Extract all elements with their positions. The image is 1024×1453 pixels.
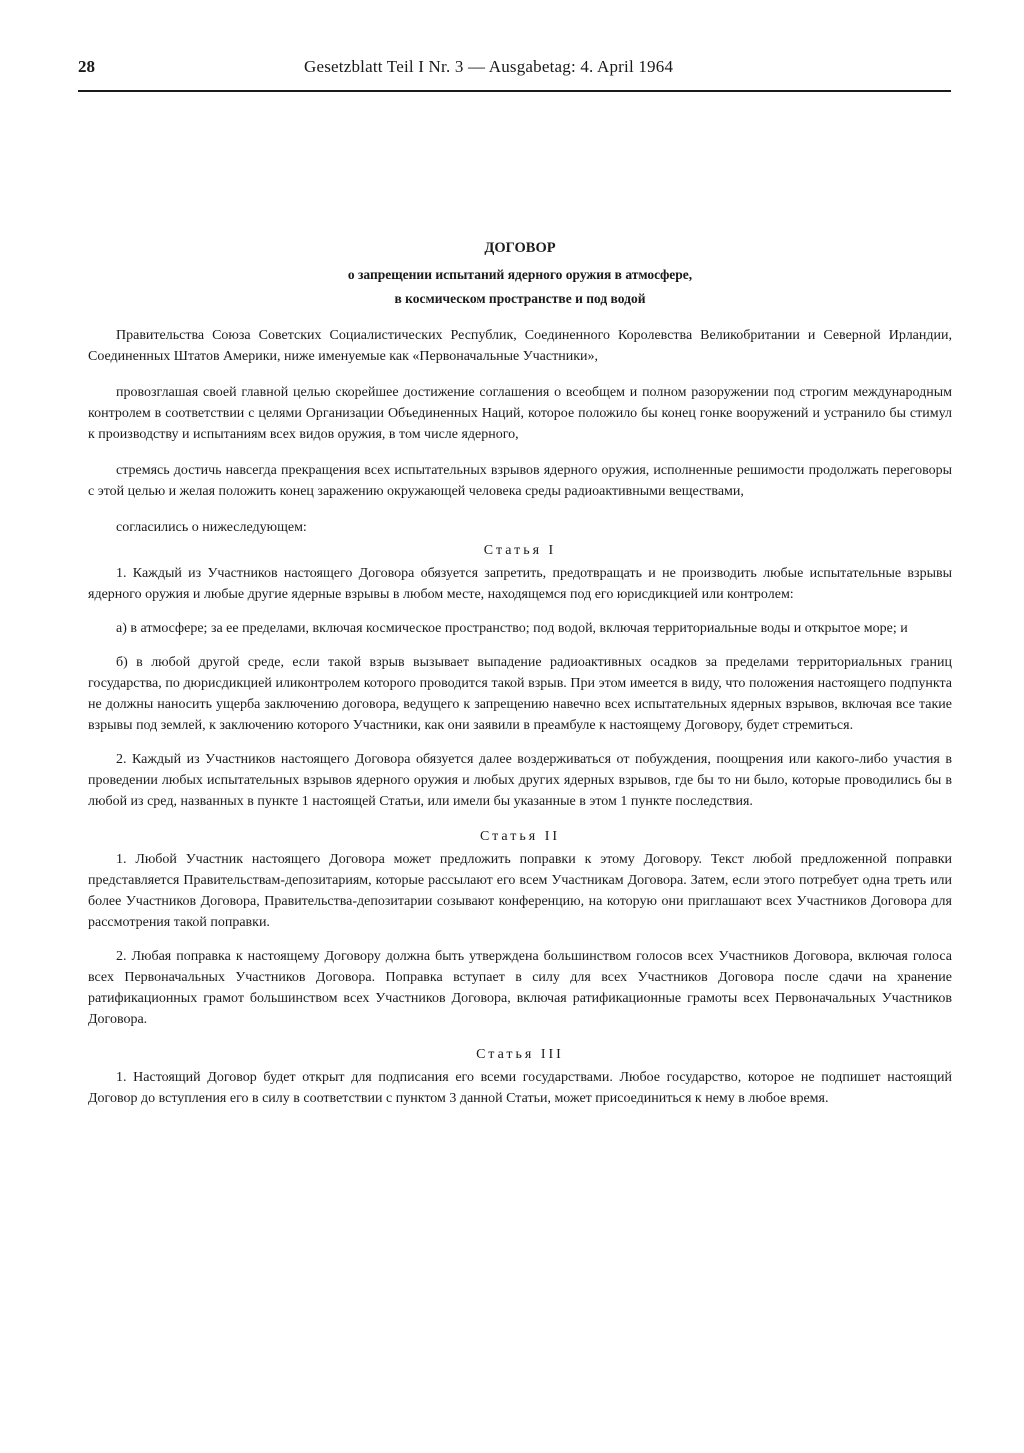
document-body [88, 238, 952, 1109]
article-heading: Статья I [483, 543, 557, 558]
preamble-paragraph: провозглашая своей главной целью скорейшее достижение соглашения о всеобщем и полном разоружении под строгим международным контролем в соответствии с целями Организации Объединенных Наций, которое положило бы конец гонке вооружений и устранило бы стимул к производству и испытаниям всех видов оружия, в том числе ядерного, [88, 385, 952, 442]
subtitle-line: в космическом пространстве и под водой [394, 291, 646, 306]
article-heading: Статья II [479, 829, 561, 844]
preamble-paragraph: Правительства Союза Советских Социалистических Республик, Соединенного Королевства Великобритании и Северной Ирландии, Соединенных Штатов Америки, ниже именуемые как «Первоначальные Участники», [88, 328, 952, 364]
article-paragraph: б) в любой другой среде, если такой взрыв вызывает выпадение радиоактивных осадков за пределами территориальных границ государства, по дюрисдикцией иликонтролем которого проводится такой взрыв. При этом имеется в виду, что положения настоящего подпункта не должны наносить ущерба заключению договора, ведущего к запрещению навечно всех испытательных ядерных взрывов, включая все такие взрывы под землей, к заключению которого Участники, как они заявили в преамбуле к настоящему Договору, будет стремиться. [88, 655, 952, 733]
article-paragraph: 1. Каждый из Участников настоящего Договора обязуется запретить, предотвращать и не производить любые испытательные взрывы ядерного оружия и любые другие ядерные взрывы в любом месте, находящемся под его юрисдикцией или контролем: [88, 566, 952, 602]
article-paragraph: а) в атмосфере; за ее пределами, включая космическое пространство; под водой, включая территориальные воды и открытое море; и [116, 621, 908, 636]
article-paragraph: 2. Каждый из Участников настоящего Договора обязуется далее воздерживаться от побуждения, поощрения или какого-либо участия в проведении любых испытательных взрывов ядерного оружия и любых других ядерных взрывов, где бы то ни было, которые проводились бы в любой из сред, названных в пункте 1 настоящей Статьи, или имели бы указанные в этом 1 пункте последствия. [88, 752, 952, 809]
page-header [78, 52, 951, 92]
article-paragraph: 1. Настоящий Договор будет открыт для подписания его всеми государствами. Любое государство, которое не подпишет настоящий Договор до вступления его в силу в соответствии с пунктом 3 данной Статьи, может присоединиться к нему в любое время. [88, 1070, 952, 1106]
document-subtitle [88, 263, 952, 311]
article-paragraph: 2. Любая поправка к настоящему Договору должна быть утверждена большинством голосов всех Участников Договора, включая голоса всех Первоначальных Участников Договора. Поправка вступает в силу для всех Участников Договора после сдачи на хранение ратификационных грамот большинством всех Участников Договора, включая ратификационные грамоты всех Первоначальных Участников Договора. [88, 949, 952, 1027]
subtitle-line: о запрещении испытаний ядерного оружия в атмосфере, [347, 267, 693, 282]
page-number: 28 [78, 57, 95, 76]
preamble-paragraph: согласились о нижеследующем: [116, 520, 307, 535]
article-paragraph: 1. Любой Участник настоящего Договора может предложить поправки к этому Договору. Текст любой предложенной поправки представляется Правительствам-депозитариям, которые рассылают его всем Участникам Договора. Затем, если этого потребует одна треть или более Участников Договора, Правительства-депозитарии созывают конференцию, на которую они приглашают всех Участников Договора для рассмотрения такой поправки. [88, 852, 952, 930]
preamble-paragraph: стремясь достичь навсегда прекращения всех испытательных взрывов ядерного оружия, исполненные решимости продолжать переговоры с этой целью и желая положить конец заражению окружающей человека среды радиоактивными веществами, [88, 463, 952, 499]
document-title: ДОГОВОР [484, 240, 556, 256]
article-heading: Статья III [476, 1047, 564, 1062]
gazette-title: Gesetzblatt Teil I Nr. 3 — Ausgabetag: 4. April 1964 [304, 57, 674, 76]
